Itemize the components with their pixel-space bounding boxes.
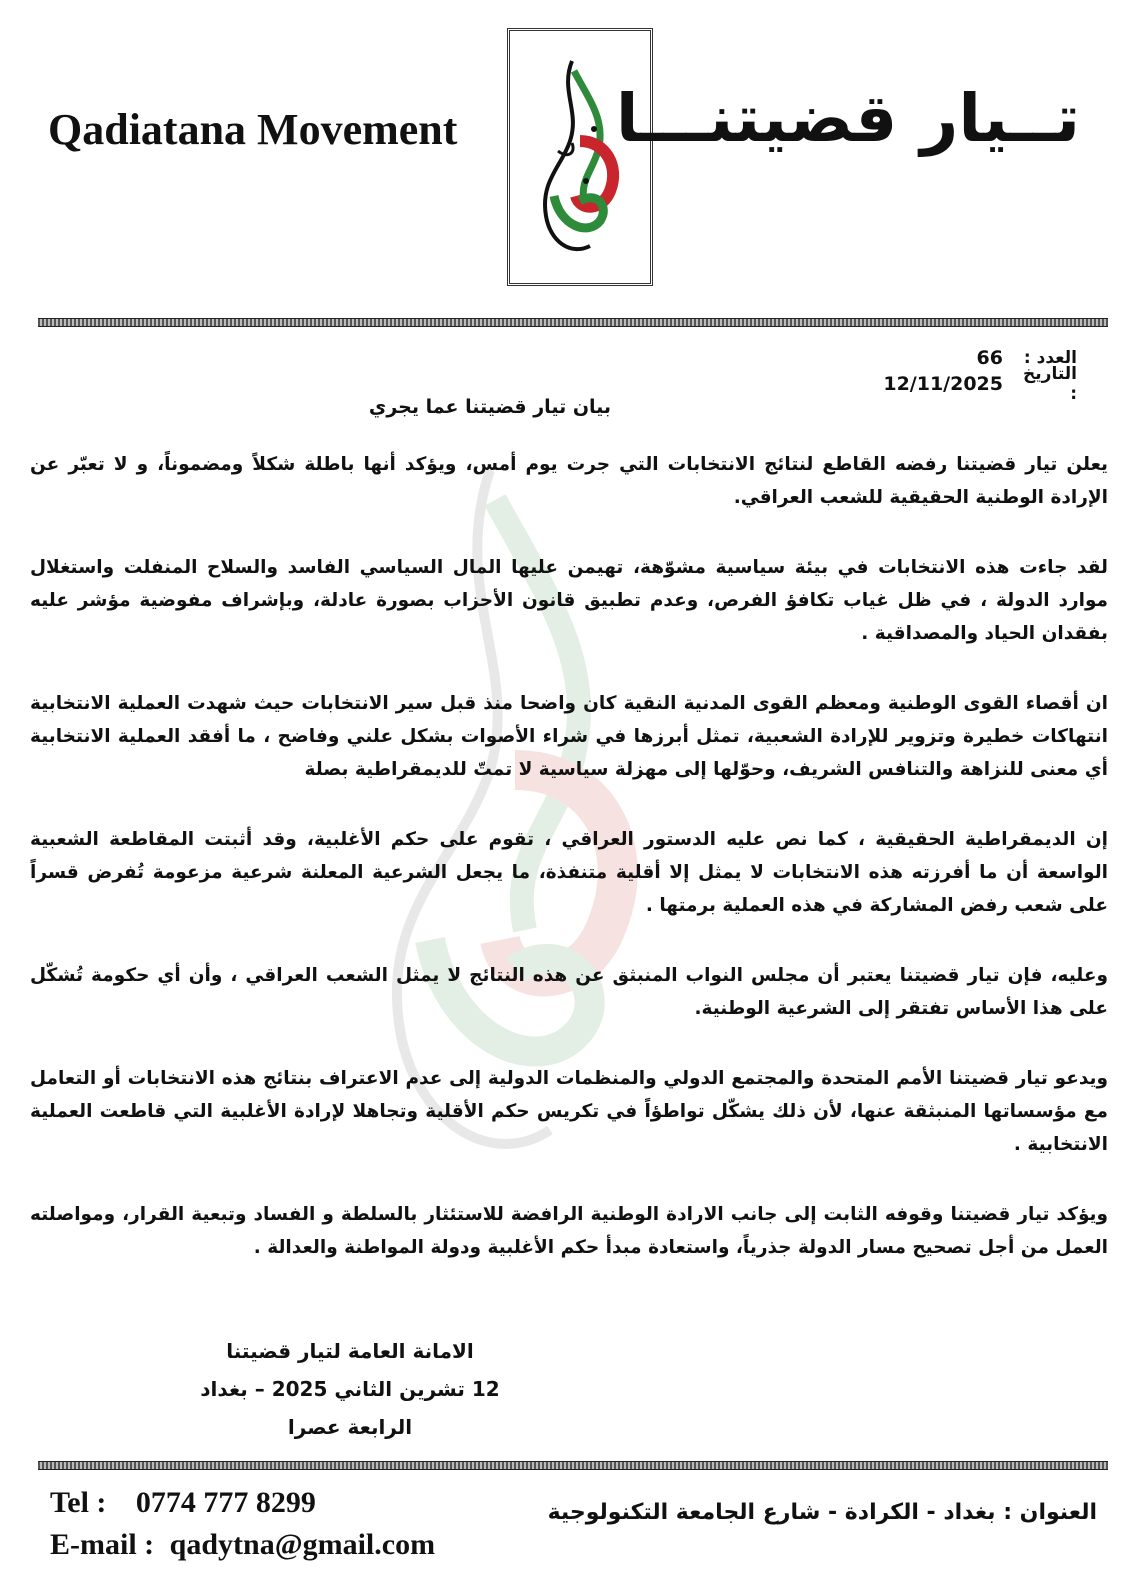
address: العنوان : بغداد - الكرادة - شارع الجامعة التكنولوجية xyxy=(547,1500,1097,1525)
paragraph: ويؤكد تيار قضيتنا وقوفه الثابت إلى جانب الارادة الوطنية الرافضة للاستئثار بالسلطة و الفساد وتبعية القرار، ومواصلته العمل من أجل تصحيح مسار الدولة جذرياً، واستعادة مبدأ حكم الأغلبية ودولة المواطنة والعدالة . xyxy=(30,1204,1108,1258)
paragraph: لقد جاءت هذه الانتخابات في بيئة سياسية مشوّهة، تهيمن عليها المال السياسي الفاسد والسلاح المنفلت واستغلال موارد الدولة ، في ظل غياب تكافؤ الفرص، وعدم تطبيق قانون الأحزاب بصورة عادلة، وبإشراف مفوضية مؤشر عليه بفقدان الحياد والمصداقية . xyxy=(30,557,1108,644)
statement-title: بيان تيار قضيتنا عما يجري xyxy=(368,396,612,418)
signature-block xyxy=(170,1332,530,1446)
paragraph: وعليه، فإن تيار قضيتنا يعتبر أن مجلس النواب المنبثق عن هذه النتائج لا يمثل الشعب العراقي ، وأن أي حكومة تُشكّل على هذا الأساس تفتقر إلى الشرعية الوطنية. xyxy=(30,965,1108,1019)
signatory: الامانة العامة لتيار قضيتنا xyxy=(226,1339,474,1363)
statement-body xyxy=(30,448,1108,1301)
arabic-org-name: تــيار قضيتنـــا xyxy=(615,80,1080,157)
email-row xyxy=(50,1524,435,1566)
phone-label: Tel : xyxy=(50,1486,107,1519)
paragraph: ويدعو تيار قضيتنا الأمم المتحدة والمجتمع الدولي والمنظمات الدولية إلى عدم الاعتراف بنتائج هذه الانتخابات أو التعامل مع مؤسساتها المنبثقة عنها، لأن ذلك يشكّل تواطؤاً في تكريس حكم الأقلية وتجاهلا لإرادة الأغلبية التي قاطعت العملية الانتخابية . xyxy=(30,1068,1108,1155)
contact-info xyxy=(50,1482,435,1566)
english-org-name: Qadiatana Movement xyxy=(48,105,458,154)
issue-number-value: 66 xyxy=(976,347,1003,369)
email-address[interactable]: qadytna@gmail.com xyxy=(169,1528,436,1561)
date-value: 12/11/2025 xyxy=(883,373,1003,395)
date-label: التاريخ : xyxy=(1023,364,1077,404)
phone-number[interactable]: 0774 777 8299 xyxy=(135,1486,316,1519)
logo xyxy=(507,28,653,286)
letterhead xyxy=(0,0,1135,320)
date-row xyxy=(657,364,1077,404)
top-divider xyxy=(38,318,1108,327)
signature-date-place: 12 تشرين الثاني 2025 – بغداد xyxy=(200,1377,500,1401)
issue-number-label: العدد : xyxy=(1023,348,1077,368)
phone-row xyxy=(50,1482,435,1524)
bottom-divider xyxy=(38,1461,1108,1470)
signature-time: الرابعة عصرا xyxy=(287,1415,413,1439)
email-label: E-mail : xyxy=(50,1528,155,1561)
paragraph: يعلن تيار قضيتنا رفضه القاطع لنتائج الانتخابات التي جرت يوم أمس، ويؤكد أنها باطلة شكلاً ومضموناً، و لا تعبّر عن الإرادة الوطنية الحقيقية للشعب العراقي. xyxy=(30,454,1108,508)
issue-number-row xyxy=(657,345,1077,371)
letter-meta xyxy=(657,345,1077,404)
paragraph: إن الديمقراطية الحقيقية ، كما نص عليه الدستور العراقي ، تقوم على حكم الأغلبية، وقد أثبتت المقاطعة الشعبية الواسعة أن ما أفرزته هذه الانتخابات لا يمثل إلا أقلية متنفذة، ما يجعل الشرعية المعلنة شرعية مزعومة تُفرض قسراً على شعب رفض المشاركة في هذه العملية برمتها . xyxy=(30,829,1108,916)
paragraph: ان أقصاء القوى الوطنية ومعظم القوى المدنية النقية كان واضحا منذ قبل سير الانتخابات حيث شهدت العملية الانتخابية انتهاكات خطيرة وتزوير للإرادة الشعبية، تمثل أبرزها في شراء الأصوات بشكل علني وفاضح ، ما أفقد العملية الانتخابية أي معنى للنزاهة والتنافس الشريف، وحوّلها إلى مهزلة سياسية لا تمتّ للديمقراطية بصلة xyxy=(30,693,1108,780)
